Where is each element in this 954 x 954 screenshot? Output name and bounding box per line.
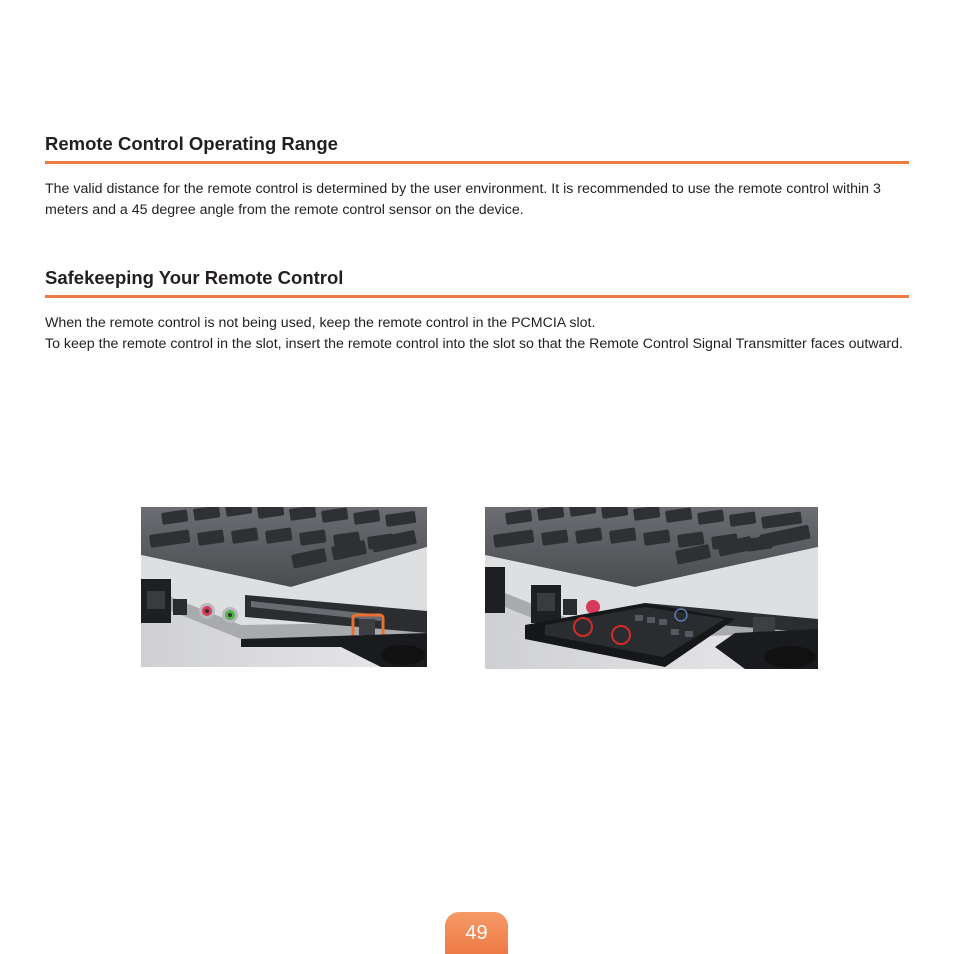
section-title-safekeeping: Safekeeping Your Remote Control bbox=[45, 267, 909, 298]
laptop-pcmcia-slot-empty-photo bbox=[141, 507, 427, 667]
page-number: 49 bbox=[445, 912, 508, 954]
section-title-operating-range: Remote Control Operating Range bbox=[45, 133, 909, 164]
safekeeping-paragraph-1: When the remote control is not being used, keep the remote control in the PCMCIA slot. bbox=[45, 315, 596, 331]
operating-range-paragraph: The valid distance for the remote control is determined by the user environment. It is recommended to use the remote control within 3 meters and a 45 degree angle from the remote control sensor on the device. bbox=[45, 181, 881, 218]
laptop-remote-inserted-photo bbox=[485, 507, 818, 669]
safekeeping-paragraph-2: To keep the remote control in the slot, insert the remote control into the slot so that the Remote Control Signal Transmitter faces outward. bbox=[45, 335, 903, 352]
